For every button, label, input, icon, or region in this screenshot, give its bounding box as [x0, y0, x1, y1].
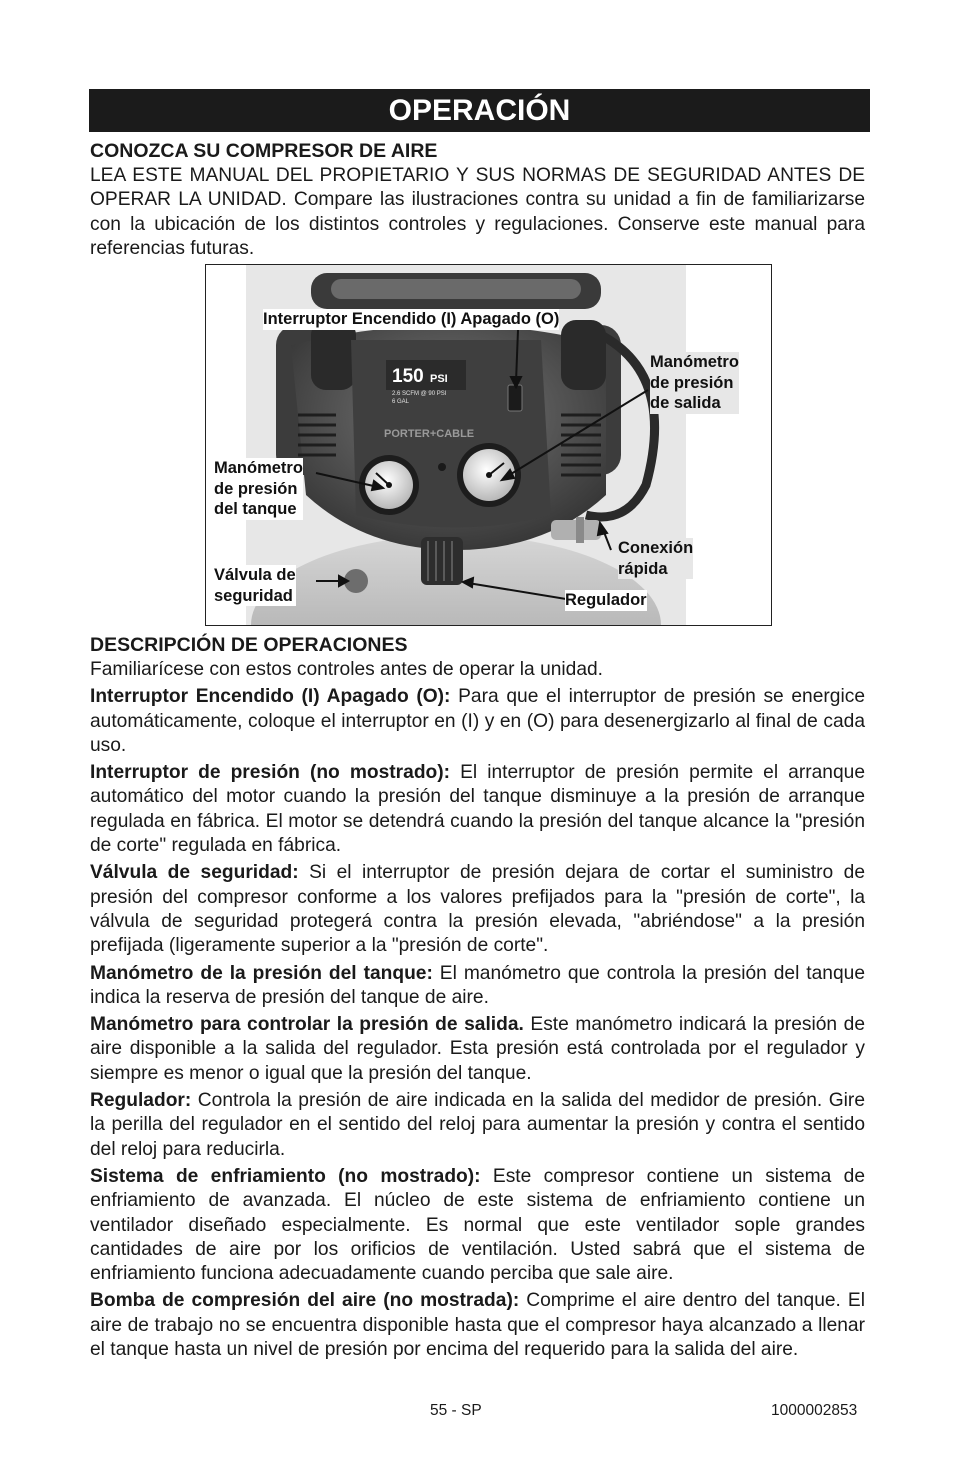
desc-item	[90, 962, 865, 1011]
intro-paragraph: LEA ESTE MANUAL DEL PROPIETARIO Y SUS NORMAS DE SEGURIDAD ANTES DE OPERAR LA UNIDAD. Compare las ilustraciones contra su unidad a fin de familiarizarse con la ubicación de los distintos controles y regulaciones. Conserve este manual para referencias futuras.	[90, 165, 865, 259]
desc-term: Interruptor Encendido (I) Apagado (O):	[90, 686, 451, 708]
desc-text: Si el interruptor de presión dejara de cortar el suministro de presión del compresor conforme a los valores prefijados para la "presión de corte", la válvula de seguridad protegerá contra la presión elevada, "abriéndose" a la presión prefijada (ligeramente superior a la "presión de corte".	[90, 862, 865, 957]
desc-text: Comprime el aire dentro del tanque. El aire de trabajo no se encuentra disponible hasta que el compresor haya alcanzado a llenar el tanque hasta un nivel de presión por encima del requerido para la salida del aire.	[90, 1290, 865, 1361]
section-banner: OPERACIÓN	[89, 89, 870, 132]
callout-safety-valve: Válvula de seguridad	[214, 566, 296, 605]
desc-item	[90, 1089, 865, 1162]
desc-term: Sistema de enfriamiento (no mostrado):	[90, 1165, 481, 1187]
desc-term: Manómetro de la presión del tanque:	[90, 962, 433, 984]
operations-intro: Familiarícese con estos controles antes de operar la unidad.	[90, 659, 604, 680]
desc-item	[90, 1165, 865, 1286]
brand-logo: PORTER+CABLE	[384, 428, 475, 440]
desc-item	[90, 1289, 865, 1362]
desc-term: Regulador:	[90, 1090, 192, 1112]
desc-text: Controla la presión de aire indicada en la salida del medidor de presión. Gire la perilla del regulador en el sentido del reloj para aumentar la presión y contra el sentido del reloj para reducirla.	[90, 1090, 865, 1160]
desc-text: Este compresor contiene un sistema de enfriamiento de avanzada. El núcleo de este sistema de enfriamiento contiene un ventilador diseñado especialmente. Es normal que este ventilador sople grandes cantidades de aire por los orificios de ventilación. Usted sabrá que el sistema de enfriamiento funciona adecuadamente cuando perciba que sale aire.	[90, 1165, 865, 1285]
operations-list	[90, 658, 865, 1365]
desc-term: Manómetro para controlar la presión de salida.	[90, 1014, 524, 1036]
desc-item	[90, 761, 865, 858]
document-number: 1000002853	[771, 1402, 858, 1419]
callout-quick-connect: Conexión rápida	[618, 539, 694, 578]
on-off-switch	[508, 385, 522, 411]
desc-item	[90, 685, 865, 758]
desc-text: Este manómetro indicará la presión de aire disponible a la salida del regulador. Esta presión está controlada por el regulador y siempre es menor o igual que la presión del tanque.	[90, 1014, 865, 1084]
callout-tank-gauge: Manómetro de presión del tanque	[214, 459, 303, 518]
desc-text: El interruptor de presión permite el arranque automático del motor cuando la presión del tanque disminuye a la presión de arranque regulada en fábrica. El motor se detendrá cuando la presión del tanque alcance la "presión de corte" regulada en fábrica.	[90, 762, 865, 857]
desc-text: Para que el interruptor de presión se energice automáticamente, coloque el interruptor en (I) y en (O) para desenergizarlo al final de cada uso.	[90, 686, 865, 756]
callout-regulator: Regulador	[565, 591, 647, 609]
callout-outlet-gauge: Manómetro de presión de salida	[650, 353, 739, 412]
desc-term: Válvula de seguridad:	[90, 862, 299, 884]
desc-item	[90, 1013, 865, 1086]
spec-line-2: 6 GAL	[392, 399, 410, 405]
psi-number: 150	[392, 366, 424, 387]
desc-term: Bomba de compresión del aire (no mostrada):	[90, 1290, 520, 1312]
psi-unit: PSI	[430, 373, 448, 385]
compressor-figure	[205, 264, 772, 626]
desc-item	[90, 861, 865, 958]
page-number: 55 - SP	[430, 1402, 482, 1419]
spec-line-1: 2.6 SCFM @ 90 PSI	[392, 391, 447, 397]
heading-operations: DESCRIPCIÓN DE OPERACIONES	[90, 634, 408, 656]
heading-know-compressor: CONOZCA SU COMPRESOR DE AIRE	[90, 140, 438, 162]
desc-term: Interruptor de presión (no mostrado):	[90, 762, 451, 784]
callout-switch: Interruptor Encendido (I) Apagado (O)	[263, 310, 560, 328]
desc-text: El manómetro que controla la presión del tanque indica la reserva de presión del tanque de aire.	[90, 962, 865, 1008]
